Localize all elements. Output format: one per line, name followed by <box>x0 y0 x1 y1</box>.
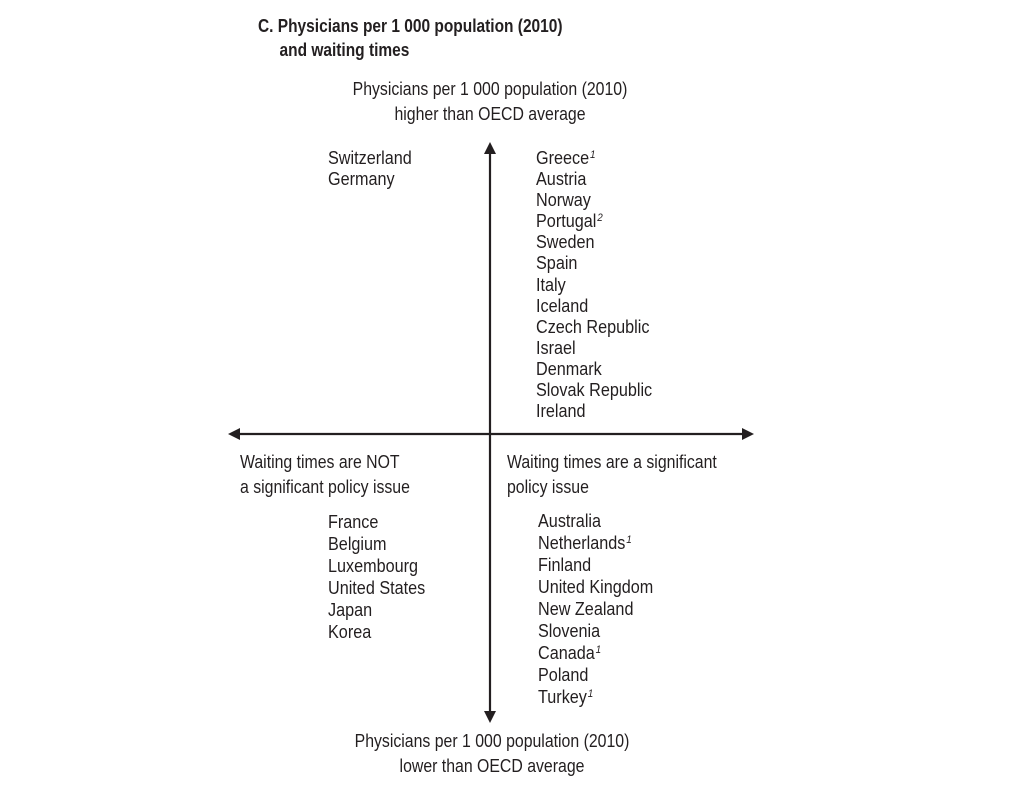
country-name: Ireland <box>536 401 586 422</box>
country-item <box>538 510 653 532</box>
country-name: Poland <box>538 665 589 685</box>
country-name: Slovak Republic <box>536 380 653 401</box>
country-name: France <box>328 512 379 532</box>
country-name: Denmark <box>536 358 602 379</box>
top-axis-label-line2: higher than OECD average <box>394 104 586 124</box>
top-axis-label <box>314 77 666 127</box>
country-name: Spain <box>536 253 578 274</box>
country-item <box>536 169 652 190</box>
country-item <box>536 275 652 296</box>
country-name: Israel <box>536 337 576 358</box>
country-name: United States <box>328 578 426 598</box>
footnote-marker: 1 <box>595 644 602 656</box>
footnote-marker: 2 <box>597 212 603 225</box>
right-axis-label <box>507 450 717 500</box>
country-name: Iceland <box>536 295 589 316</box>
arrow-down-icon <box>484 711 496 723</box>
arrow-up-icon <box>484 142 496 154</box>
country-item <box>536 296 652 317</box>
country-name: Australia <box>538 511 602 531</box>
country-item <box>328 577 425 599</box>
country-name: Slovenia <box>538 621 601 641</box>
country-name: Austria <box>536 169 587 190</box>
country-name: Japan <box>328 600 373 620</box>
country-item <box>538 664 653 686</box>
country-item <box>328 169 412 190</box>
left-axis-label <box>240 450 410 500</box>
footnote-marker: 1 <box>587 688 594 700</box>
country-item <box>536 232 652 253</box>
country-name: United Kingdom <box>538 577 654 597</box>
country-item <box>538 620 653 642</box>
country-item <box>328 555 425 577</box>
country-item <box>536 211 652 232</box>
left-axis-label-line1: Waiting times are NOT <box>240 452 400 472</box>
country-item <box>536 338 652 359</box>
country-name: Greece <box>536 148 590 168</box>
quadrant-bottom-left-list <box>328 511 436 643</box>
country-item <box>536 317 652 338</box>
country-name: Sweden <box>536 232 595 253</box>
country-item <box>538 554 653 576</box>
bottom-axis-label-line1: Physicians per 1 000 population (2010) <box>354 731 630 751</box>
chart-title-line2: and waiting times <box>279 40 410 60</box>
country-name: Netherlands <box>538 533 626 553</box>
top-axis-label-line1: Physicians per 1 000 population (2010) <box>352 79 628 99</box>
country-name: Korea <box>328 622 372 642</box>
country-item <box>538 598 653 620</box>
country-name: Finland <box>538 555 592 575</box>
arrow-right-icon <box>742 428 754 440</box>
country-name: Switzerland <box>328 148 412 168</box>
country-item <box>328 533 425 555</box>
country-item <box>328 621 425 643</box>
country-item <box>328 511 425 533</box>
country-item <box>328 599 425 621</box>
chart-title-line1: C. Physicians per 1 000 population (2010) <box>258 16 563 36</box>
country-item <box>538 532 653 554</box>
country-name: Czech Republic <box>536 316 650 337</box>
country-name: Germany <box>328 169 395 190</box>
country-item <box>538 686 653 708</box>
arrow-left-icon <box>228 428 240 440</box>
country-item <box>536 401 652 422</box>
country-item <box>536 190 652 211</box>
footnote-marker: 1 <box>626 534 632 546</box>
quadrant-bottom-right-list <box>538 510 666 708</box>
bottom-axis-label <box>316 729 668 779</box>
bottom-axis-label-line2: lower than OECD average <box>399 756 585 776</box>
country-name: Turkey <box>538 687 587 707</box>
right-axis-label-line2: policy issue <box>507 477 589 497</box>
quadrant-top-left-list <box>328 148 421 190</box>
country-name: Portugal <box>536 211 597 232</box>
country-item <box>538 576 653 598</box>
country-name: Norway <box>536 190 591 211</box>
footnote-marker: 1 <box>590 149 596 161</box>
country-item <box>536 380 652 401</box>
country-item <box>536 253 652 274</box>
country-item <box>328 148 412 169</box>
country-item <box>538 642 653 664</box>
country-item <box>536 148 652 169</box>
quadrant-top-right-list <box>536 148 665 422</box>
right-axis-label-line1: Waiting times are a significant <box>507 452 717 472</box>
country-name: Luxembourg <box>328 556 419 576</box>
country-name: Belgium <box>328 534 387 554</box>
country-name: Canada <box>538 643 595 663</box>
left-axis-label-line2: a significant policy issue <box>240 477 410 497</box>
country-item <box>536 359 652 380</box>
country-name: New Zealand <box>538 599 634 619</box>
country-name: Italy <box>536 274 566 295</box>
